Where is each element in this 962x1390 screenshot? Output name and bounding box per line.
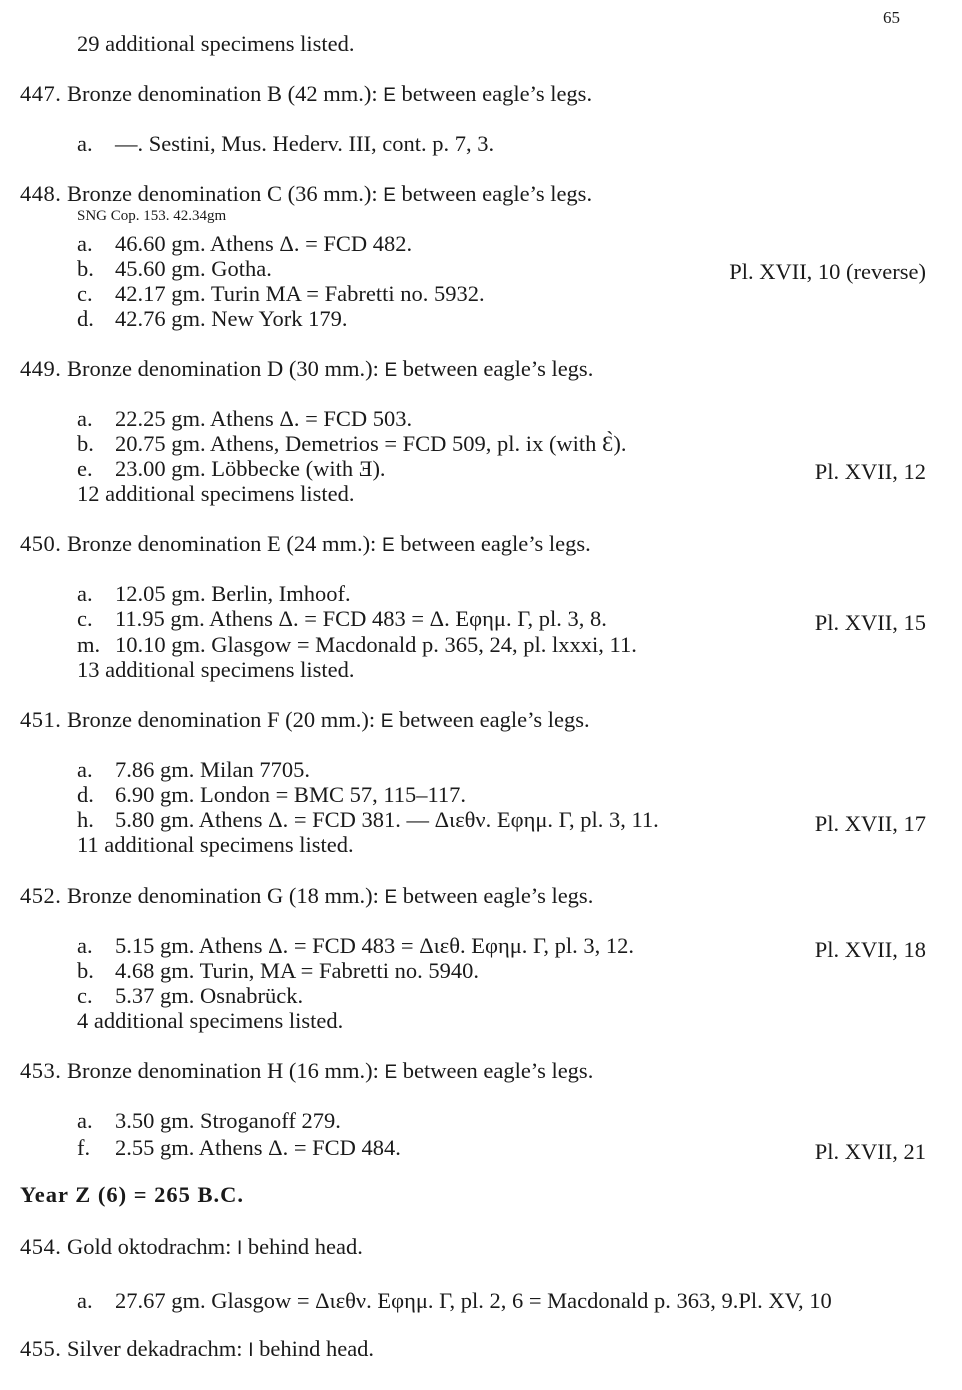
entry-title-rest: between eagle’s legs. [395,81,593,106]
entry-454-item-a [77,1288,832,1314]
item-text: 42.76 gm. New York 179. [115,306,348,331]
item-text: 5.37 gm. Osnabrück. [115,983,304,1008]
entry-451-title [20,707,590,735]
plate-reference: Pl. XVII, 18 [814,937,926,962]
item-text: 12.05 gm. Berlin, Imhoof. [115,581,351,606]
item-text: 27.67 gm. Glasgow = Διεθν. Εφημ. Γ, pl. 2, 6 = Macdonald p. 363, 9.Pl. XV, 10 [115,1288,832,1313]
letter-glyph: E [384,360,398,381]
entry-453-item-f [77,1135,401,1161]
item-letter: b. [77,958,94,983]
item-letter: f. [77,1135,91,1160]
entry-title-rest: between eagle’s legs. [397,1058,594,1083]
entry-454-title [20,1234,363,1262]
entry-452-item-a [77,933,634,959]
item-text: 6.90 gm. London = BMC 57, 115–117. [115,782,467,807]
entry-number: 453. [20,1058,62,1083]
entry-452-item-b [77,958,479,984]
entry-number: 450. [20,531,62,556]
entry-number: 454. [20,1234,62,1259]
letter-glyph: I [236,1238,243,1259]
item-letter: a. [77,406,93,431]
entry-449-title [20,356,593,384]
entry-448-title [20,181,592,209]
item-letter: a. [77,131,93,156]
entry-448-item-b [77,256,272,282]
year-heading: Year Z (6) = 265 B.C. [20,1182,245,1207]
item-text: 23.00 gm. Löbbecke (with Ǝ). [115,456,386,481]
item-letter: a. [77,231,93,256]
entry-448-item-a [77,231,412,257]
entry-448-ref: SNG Cop. 153. 42.34gm [77,208,227,224]
entry-title: Bronze denomination C (36 mm.): [67,181,384,206]
letter-glyph: E [380,711,394,732]
letter-glyph: E [384,1062,398,1083]
plate-reference: Pl. XVII, 12 [814,459,926,484]
item-letter: a. [77,1108,93,1133]
item-letter: b. [77,256,94,281]
entry-451-item-d [77,782,466,808]
entry-title-rest: between eagle’s legs. [397,356,594,381]
entry-452-item-c [77,983,303,1009]
item-text: 3.50 gm. Stroganoff 279. [115,1108,341,1133]
entry-453-item-a [77,1108,341,1134]
entry-450-title [20,531,591,559]
item-text: 5.80 gm. Athens Δ. = FCD 381. — Διεθν. Εφημ. Γ, pl. 3, 11. [115,807,659,832]
item-letter: a. [77,581,93,606]
entry-title: Bronze denomination F (20 mm.): [67,707,381,732]
item-letter: c. [77,983,93,1008]
item-letter: d. [77,782,94,807]
entry-450-item-m [77,632,637,658]
item-letter: c. [77,281,93,306]
item-letter: m. [77,632,101,657]
item-text: 22.25 gm. Athens Δ. = FCD 503. [115,406,413,431]
plate-reference: Pl. XVII, 10 (reverse) [729,259,926,284]
entry-448-item-d [77,306,348,332]
plate-reference: Pl. XVII, 21 [814,1139,926,1164]
item-letter: e. [77,456,93,481]
entry-number: 455. [20,1336,62,1361]
item-text: 46.60 gm. Athens Δ. = FCD 482. [115,231,413,256]
item-text: 2.55 gm. Athens Δ. = FCD 484. [115,1135,401,1160]
entry-453-title [20,1058,593,1086]
entry-455-title [20,1336,374,1364]
item-letter: b. [77,431,94,456]
item-text: 7.86 gm. Milan 7705. [115,757,310,782]
top-note: 29 additional specimens listed. [77,31,355,56]
entry-450-more: 13 additional specimens listed. [77,657,355,682]
entry-447-title [20,81,592,109]
entry-title-rest: behind head. [242,1234,363,1259]
plate-reference: Pl. XVII, 17 [814,811,926,836]
item-letter: d. [77,306,94,331]
entry-450-item-c [77,606,607,632]
letter-glyph: I [248,1340,254,1361]
letter-glyph: E [381,535,395,556]
entry-449-item-b [77,431,626,457]
entry-title: Silver dekadrachm: [67,1336,249,1361]
entry-451-more: 11 additional specimens listed. [77,832,354,857]
entry-title-rest: between eagle’s legs. [394,531,591,556]
entry-452-title [20,883,593,911]
entry-451-item-a [77,757,310,783]
item-letter: a. [77,933,93,958]
item-letter: a. [77,757,93,782]
entry-number: 452. [20,883,62,908]
item-text: 42.17 gm. Turin MA = Fabretti no. 5932. [115,281,485,306]
entry-451-item-h [77,807,659,833]
plate-reference: Pl. XVII, 15 [814,610,926,635]
item-text: 5.15 gm. Athens Δ. = FCD 483 = Διεθ. Εφημ. Γ, pl. 3, 12. [115,933,634,958]
entry-title: Gold oktodrachm: [67,1234,237,1259]
letter-glyph: E [383,85,396,106]
entry-449-item-a [77,406,412,432]
entry-450-item-a [77,581,351,607]
item-text: 10.10 gm. Glasgow = Macdonald p. 365, 24, pl. lxxxi, 11. [115,632,637,657]
letter-glyph: E [383,185,396,206]
entry-title: Bronze denomination G (18 mm.): [67,883,385,908]
item-text: 45.60 gm. Gotha. [115,256,272,281]
entry-447-item-a [77,131,494,157]
entry-title-rest: between eagle’s legs. [393,707,590,732]
entry-title: Bronze denomination H (16 mm.): [67,1058,385,1083]
entry-title: Bronze denomination E (24 mm.): [67,531,382,556]
item-letter: h. [77,807,94,832]
entry-number: 451. [20,707,62,732]
page-number: 65 [883,8,900,27]
entry-449-item-e [77,456,386,482]
item-text: 20.75 gm. Athens, Demetrios = FCD 509, pl. ix (with Ɛ̀). [115,431,627,456]
entry-title-rest: between eagle’s legs. [397,883,594,908]
item-text: 11.95 gm. Athens Δ. = FCD 483 = Δ. Εφημ. Γ, pl. 3, 8. [115,606,607,631]
item-letter: c. [77,606,93,631]
entry-title-rest: between eagle’s legs. [395,181,593,206]
entry-number: 448. [20,181,62,206]
entry-448-item-c [77,281,485,307]
entry-title-rest: behind head. [253,1336,375,1361]
entry-title: Bronze denomination B (42 mm.): [67,81,384,106]
entry-449-more: 12 additional specimens listed. [77,481,355,506]
item-text: 4.68 gm. Turin, MA = Fabretti no. 5940. [115,958,479,983]
entry-number: 447. [20,81,62,106]
item-letter: a. [77,1288,93,1313]
letter-glyph: E [384,887,398,908]
entry-number: 449. [20,356,62,381]
entry-title: Bronze denomination D (30 mm.): [67,356,385,381]
entry-452-more: 4 additional specimens listed. [77,1008,344,1033]
item-text: —. Sestini, Mus. Hederv. III, cont. p. 7, 3. [115,131,495,156]
